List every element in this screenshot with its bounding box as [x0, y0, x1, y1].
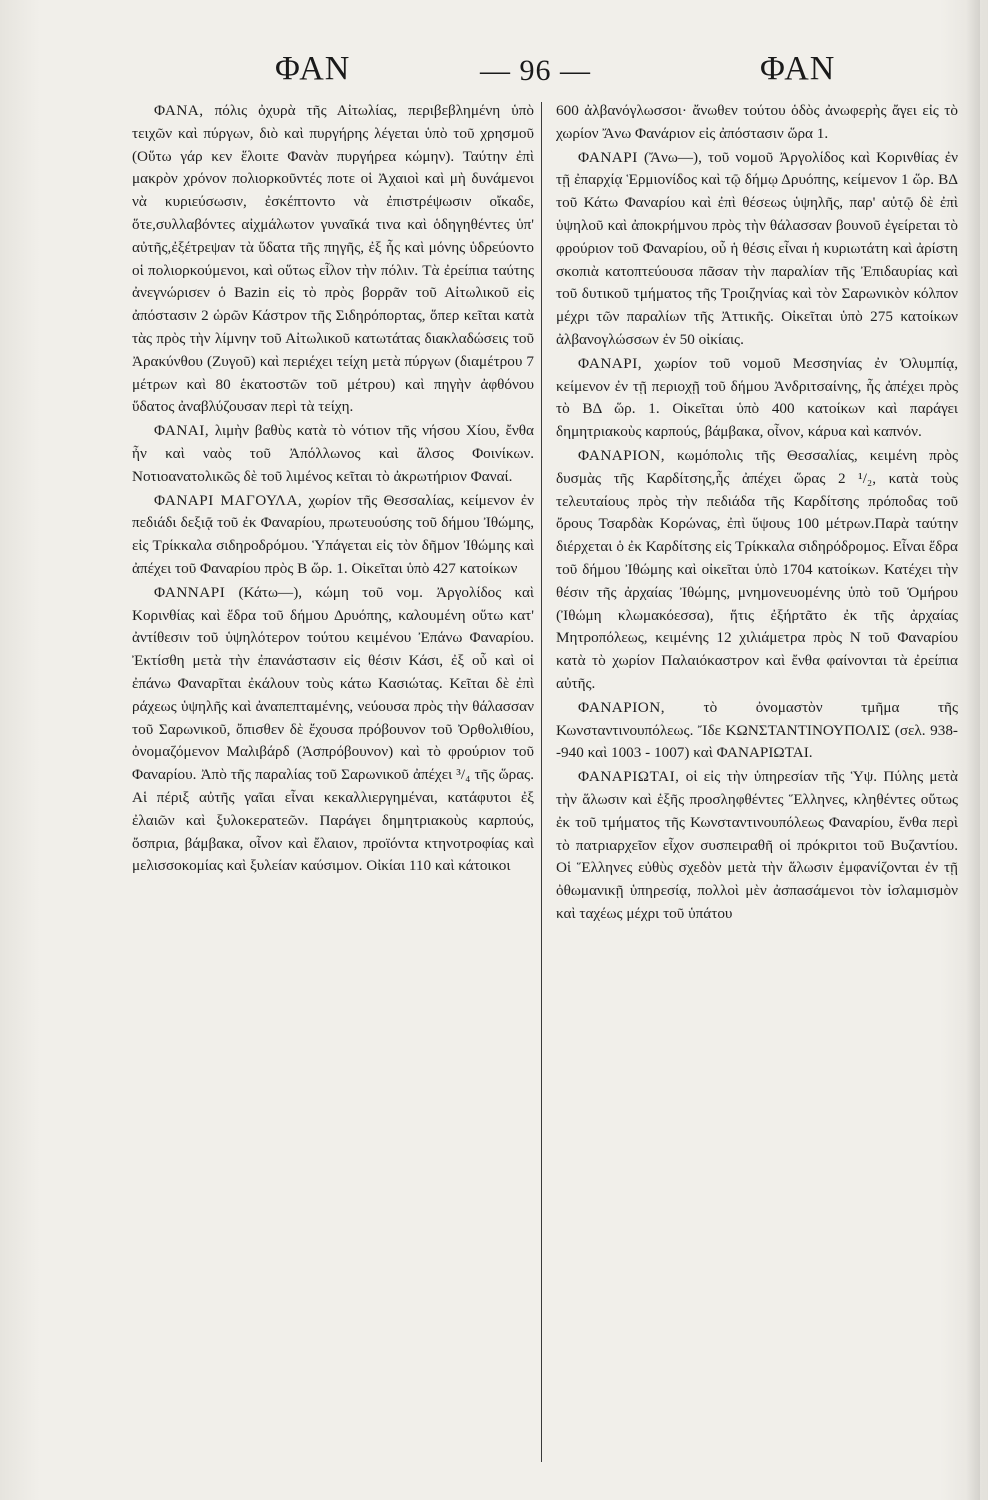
entry-text: πόλις ὀχυρὰ τῆς Αἰτωλίας, περιβεβλημένη ὑπὸ τειχῶν καὶ πύργων, διὸ καὶ πυργήρης λέγεται ὑπὸ τοῦ χρησμοῦ (Οὕτω γάρ κεν ἕλοιτε Φανὰν πυργήρεα κώμην). Ταύτην ἐπὶ μακρὸν χρόνον πολιορκοῦντές ποτε οἱ Ἀχαιοὶ καὶ μὴ δυνάμενοι νὰ κυριεύσωσιν, ἐσκέπτοντο νὰ ἐπιστρέψωσιν οἴκαδε, ὅτε,συλλαβόντες αἰχμάλωτον γυναῖκά τινα καὶ ὁδηγηθέντες ὑπ' αὐτῆς,ἐξέτρεψαν τὰ ὕδατα τῆς πηγῆς, ἐξ ἧς καὶ μόνης ὑδρεύοντο οἱ πολιορκούμενοι, καὶ οὕτως εἷλον τὴν πόλιν. Τὰ ἐρείπια ταύτης ἀνεγνώρισεν ὁ Bazin εἰς τὸ πρὸς βορρᾶν τοῦ Αἰτωλικοῦ εἰς ἀπόστασιν 2 ὡρῶν Κάστρον τῆς Σιδηρόπορτας, ὅπερ κεῖται κατὰ τὰς πρὸς τὴν λίμνην τοῦ Αἰτωλικοῦ κατωτάτας διακλαδώσεις τοῦ Ἀρακύνθου (Ζυγοῦ) καὶ περιέχει τείχη μετὰ πύργων (διαμέτρου 7 μέτρων καὶ 80 ἑκατοστῶν τοῦ μέτρου) καὶ πηγὴν ἀφθόνου ὕδατος ἀναβλύζουσαν περὶ τὰ τείχη. [132, 102, 534, 416]
entry [132, 490, 534, 581]
entry-text: 600 ἀλβανόγλωσσοι· ἄνωθεν τούτου ὁδὸς ἀνωφερὴς ἄγει εἰς τὸ χωρίον Ἄνω Φανάριον εἰς ἀπόστασιν ὥρα 1. [556, 102, 958, 142]
entry [132, 100, 534, 419]
entry [556, 697, 958, 765]
entry-headword: ΦΑΝΑΡΙ, [578, 354, 643, 372]
entry [556, 353, 958, 444]
entry-headword: ΦΑΝΑ, [154, 102, 204, 119]
entry-headword: ΦΑΝΑΡΙ [578, 148, 638, 166]
entry-text: (Ἄνω—), τοῦ νομοῦ Ἀργολίδος καὶ Κορινθίας ἐν τῇ ἐπαρχίᾳ Ἑρμιονίδος καὶ τῷ δήμῳ Δρυόπης, κείμενον 1 ὥρ. ΒΔ τοῦ Κάτω Φαναρίου καὶ ἐπὶ θέσεως ὑψηλῆς, παρ' αὐτῷ δὲ ἐπὶ ὑψηλοῦ καὶ ἀποκρήμνου πρὸς τὴν θάλασσαν βουνοῦ ἐγείρεται τὸ φρούριον τοῦ Φαναρίου, οὗ ἡ θέσις εἶναι ἡ κυριωτάτη καὶ ἀρίστη σκοπιὰ κατοπτεύουσα πᾶσαν τὴν παραλίαν τῆς Ἐπιδαυρίας καὶ τοῦ δυτικοῦ τμήματος τῆς Τροιζηνίας καὶ τὸν Σαρωνικὸν κόλπον μέχρι τῶν παραλίων τῆς Ἀττικῆς. Οἰκεῖται ὑπὸ 275 κατοίκων ἀλβανογλώσσων ἐν 50 οἰκίαις. [556, 148, 958, 348]
page-number: — 96 — [480, 54, 591, 87]
header-left-guide-word: ΦΑΝ [275, 50, 351, 87]
entry-text: οἱ εἰς τὴν ὑπηρεσίαν τῆς Ὑψ. Πύλης μετὰ τὴν ἅλωσιν καὶ ἑξῆς προσληφθέντες Ἕλληνες, κληθέντες οὕτως ἐκ τοῦ τμήματος τῆς Κωνσταντινουπόλεως Φαναρίου, ἔνθα περὶ τὸ πατριαρχεῖον εἶχον συσπειραθῆ οἱ πρόκριτοι τοῦ Βυζαντίου. Οἱ Ἕλληνες εὐθὺς σχεδὸν μετὰ τὴν ἅλωσιν ἐμφανίζονται ἐν τῇ ὀθωμανικῇ ὑπηρεσίᾳ, πολλοὶ μὲν ἀσπασάμενοι τὸν ἰσλαμισμὸν καὶ ταχέως μέχρι τοῦ ὑπάτου [556, 768, 958, 922]
entry-headword: ΦΑΝΑΡΙΟΝ, [578, 698, 666, 716]
entry-text: χωρίον τοῦ νομοῦ Μεσσηνίας ἐν Ὀλυμπίᾳ, κείμενον ἐν τῇ περιοχῇ τοῦ δήμου Ἀνδριτσαίνης, ἧς ἀπέχει πρὸς τὸ ΒΔ ὥρ. 1. Οἰκεῖται ὑπὸ 400 κατοίκων καὶ παράγει δημητριακοὺς καρπούς, βάμβακα, οἶνον, κάρυα καὶ καπνόν. [556, 354, 959, 441]
left-column [132, 100, 534, 879]
running-header [70, 50, 950, 100]
entry-headword: ΦΑΝΑΡΙΟΝ, [578, 446, 666, 464]
entry-continuation [556, 100, 958, 146]
entry [556, 445, 958, 696]
page-edge-shadow [966, 0, 980, 1500]
entry-headword: ΦΑΝΑΡΙ ΜΑΓΟΥΛΑ, [154, 491, 303, 509]
column-divider [541, 102, 542, 1462]
entry [132, 420, 534, 488]
entry-headword: ΦΑΝΝΑΡΙ [154, 583, 226, 601]
entry [556, 766, 958, 926]
entry-headword: ΦΑΝΑΡΙΩΤΑΙ, [578, 768, 680, 786]
right-column [556, 100, 958, 927]
entry-text: λιμὴν βαθὺς κατὰ τὸ νότιον τῆς νήσου Χίου, ἔνθα ἦν καὶ ναὸς τοῦ Ἀπόλλωνος καὶ ἄλσος Φοινίκων. Νοτιοανατολικῶς δὲ τοῦ λιμένος κεῖται τὸ ἀκρωτήριον Φαναί. [132, 422, 534, 485]
entry-text: (Κάτω—), κώμη τοῦ νομ. Ἀργολίδος καὶ Κορινθίας καὶ ἕδρα τοῦ δήμου Δρυόπης, καλουμένη οὕτω κατ' ἀντίθεσιν τοῦ ὑψηλότερον τούτου κειμένου Ἐπάνω Φαναρίου. Ἐκτίσθη μετὰ τὴν ἐπανάστασιν εἰς θέσιν Κάσι, ἐξ οὗ καὶ οἱ ἐπάνω Φαναρῖται ἐκάλουν τοὺς κάτω Κασιώτας. Κεῖται δὲ ἐπὶ ράχεως ὑψηλῆς καὶ ἀναπεπταμένης, νεύουσα πρὸς τὴν θάλασσαν τοῦ Σαρωνικοῦ, ὄπισθεν δὲ ἔχουσα πρόβουνον τοῦ Ὀρθολιθίου, ὀνομαζόμενον Μαλιβάρδ (Ἀσπρόβουνον) καὶ τὸ φρούριον τοῦ Φαναρίου. Ἀπὸ τῆς παραλίας τοῦ Σαρωνικοῦ ἀπέχει ³/₄ τῆς ὥρας. Αἱ πέριξ αὐτῆς γαῖαι εἶναι κεκαλλιεργημέναι, κατάφυτοι ἐξ ἐλαιῶν καὶ ξυλοκερατεῶν. Παράγει δημητριακοὺς καρπούς, ὄσπρια, βάμβακα, οἶνον καὶ ἔλαιον, προϊόντα κτηνοτροφίας καὶ μελισσοκομίας καὶ ξυλείαν καύσιμον. Οἰκίαι 110 καὶ κάτοικοι [132, 583, 535, 875]
entry [132, 582, 534, 878]
entry-text: τὸ ὀνομαστὸν τμῆμα τῆς Κωνσταντινουπόλεως. Ἴδε ΚΩΝΣΤΑΝΤΙΝΟΥΠΟΛΙΣ (σελ. 938--940 καὶ 1003 - 1007) καὶ ΦΑΝΑΡΙΩΤΑΙ. [556, 698, 959, 762]
header-right-guide-word: ΦΑΝ [760, 50, 836, 87]
entry [556, 147, 958, 352]
entry-text: χωρίον τῆς Θεσσαλίας, κείμενον ἐν πεδιάδι δεξιᾷ τοῦ ἐκ Φαναρίου, πρωτευούσης τοῦ δήμου Ἰθώμης, εἰς Τρίκκαλα σιδηροδρόμου. Ὑπάγεται εἰς τὸν δῆμον Ἰθώμης καὶ ἀπέχει τοῦ Φαναρίου πρὸς Β ὥρ. 1. Οἰκεῖται ὑπὸ 427 κατοίκων [132, 491, 534, 577]
entry-headword: ΦΑΝΑΙ, [154, 422, 210, 440]
entry-text: κωμόπολις τῆς Θεσσαλίας, κειμένη πρὸς δυσμὰς τῆς Καρδίτσης,ἧς ἀπέχει ὥρας 2 ¹/₂, κατὰ τοὺς τελευταίους πρὸς τὴν πεδιάδα τῆς Καρδίτσης πρόποδας τοῦ ὄρους Τσαρδὰκ Κορώνας, ἐπὶ ὕψους 100 μέτρων.Παρὰ ταύτην διέρχεται ὁ ἐκ Καρδίτσης εἰς Τρίκκαλα σιδηρόδρομος. Εἶναι ἕδρα τοῦ δήμου Ἰθώμης καὶ οἰκεῖται ὑπὸ 1704 κατοίκων. Κατέχει τὴν θέσιν τῆς ἀρχαίας Ἰθώμης, μνημονευομένης ὑπὸ τοῦ Ὁμήρου (Ἰθώμη κλωμακόεσσα), ἥτις ἐξήρτᾶτο ἐκ τῆς ἀρχαίας Μητροπόλεως, κειμένης 12 χιλιάμετρα πρὸς Ν τοῦ Φαναρίου κατὰ τὸ χωρίον Παλαιόκαστρον καὶ ἔνθα φαίνονται τὰ ἐρείπια αὐτῆς. [556, 446, 958, 692]
